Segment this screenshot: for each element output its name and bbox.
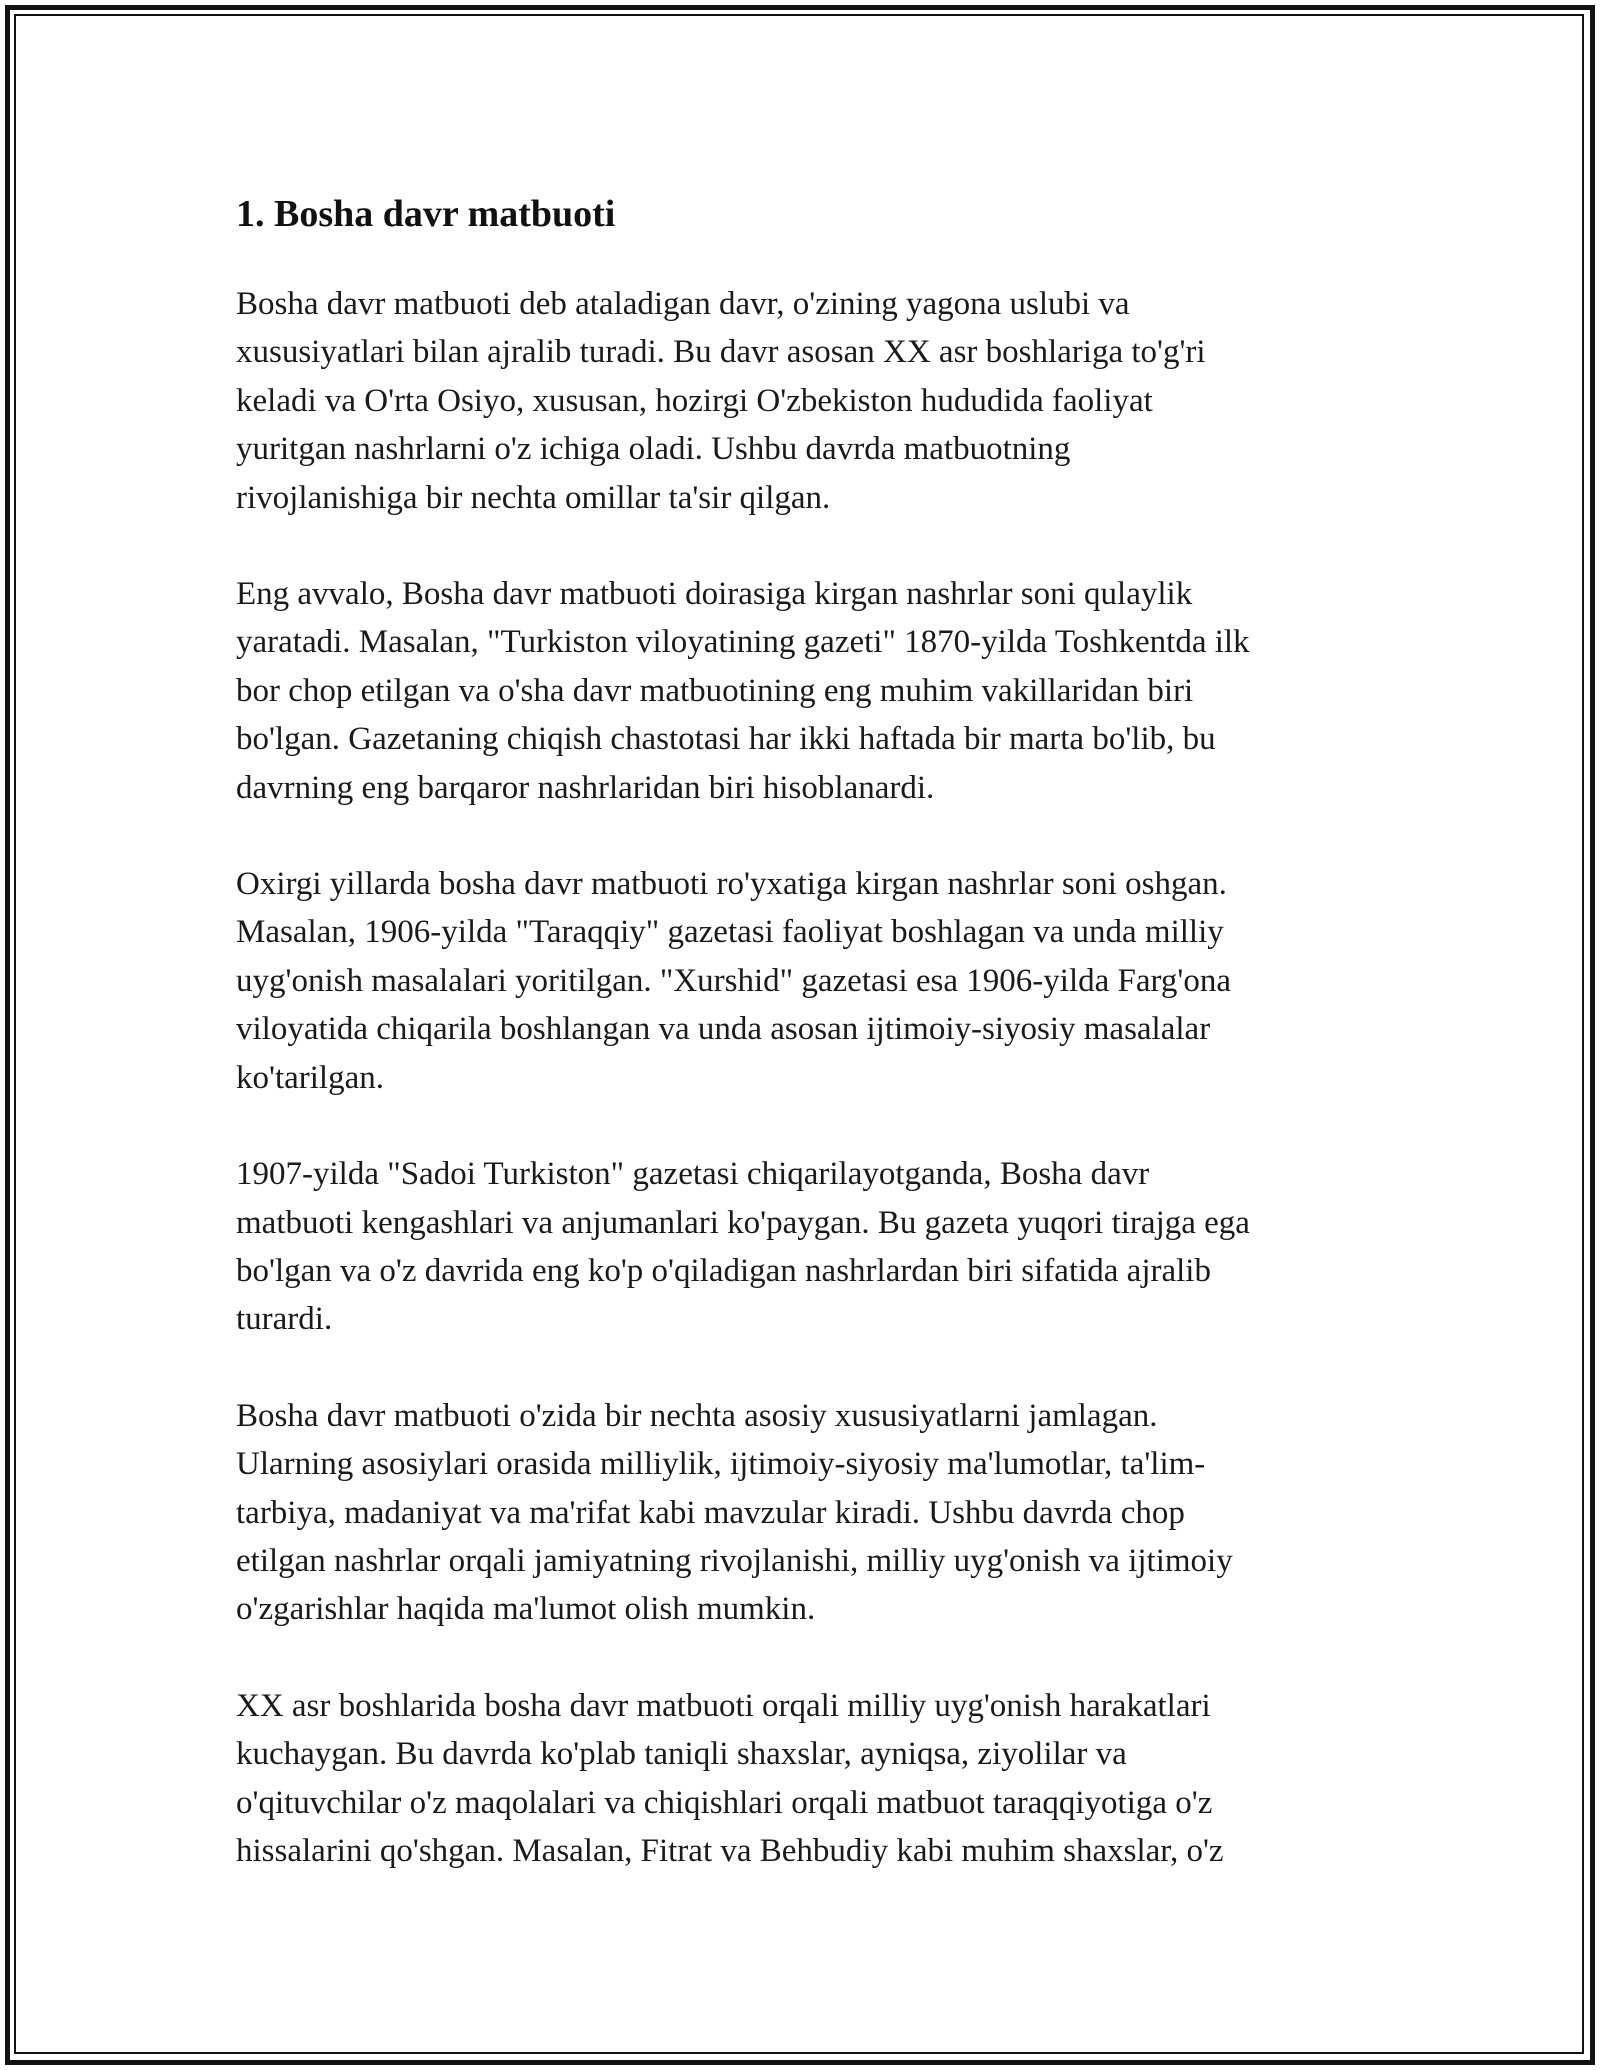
section-heading: 1. Bosha davr matbuoti <box>236 193 616 235</box>
paragraph: Bosha davr matbuoti o'zida bir nechta asosiy xususiyatlarni jamlagan. Ularning asosiylari orasida milliylik, ijtimoiy-siyosiy ma'lumotlar, ta'lim- tarbiya, madaniyat va ma'rifat kabi mavzular kiradi. Ushbu davrda chop etilgan nashrlar orqali jamiyatning rivojlanishi, milliy uyg'onish va ijtimoiy o'zgarishlar haqida ma'lumot olish mumkin. <box>236 1397 1233 1628</box>
paragraph: XX asr boshlarida bosha davr matbuoti orqali milliy uyg'onish harakatlari kuchaygan. Bu davrda ko'plab taniqli shaxslar, ayniqsa, ziyolilar va o'qituvchilar o'z maqolalari va chiqishlari orqali matbuot taraqqiyotiga o'z hissalarini qo'shgan. Masalan, Fitrat va Behbudiy kabi muhim shaxslar, o'z <box>236 1687 1224 1869</box>
document-body <box>236 280 1386 1875</box>
paragraph: Eng avvalo, Bosha davr matbuoti doirasiga kirgan nashrlar soni qulaylik yaratadi. Masalan, "Turkiston viloyatining gazeti" 1870-yilda Toshkentda ilk bor chop etilgan va o'sha davr matbuotining eng muhim vakillaridan biri bo'lgan. Gazetaning chiqish chastotasi har ikki haftada bir marta bo'lib, bu davrning eng barqaror nashrlaridan biri hisoblanardi. <box>236 576 1250 806</box>
paragraph: Oxirgi yillarda bosha davr matbuoti ro'yxatiga kirgan nashrlar soni oshgan. Masalan, 1906-yilda "Taraqqiy" gazetasi faoliyat boshlagan va unda milliy uyg'onish masalalari yoritilgan. "Xurshid" gazetasi esa 1906-yilda Farg'ona viloyatida chiqarila boshlangan va unda asosan ijtimoiy-siyosiy masalalar ko'tarilgan. <box>236 866 1231 1096</box>
document-page <box>236 186 1386 1923</box>
paragraph: 1907-yilda "Sadoi Turkiston" gazetasi chiqarilayotganda, Bosha davr matbuoti kengashlari va anjumanlari ko'paygan. Bu gazeta yuqori tirajga ega bo'lgan va o'z davrida eng ko'p o'qiladigan nashrlardan biri sifatida ajralib turardi. <box>236 1156 1250 1338</box>
paragraph: Bosha davr matbuoti deb ataladigan davr, o'zining yagona uslubi va xususiyatlari bilan ajralib turadi. Bu davr asosan XX asr boshlariga to'g'ri keladi va O'rta Osiyo, xususan, hozirgi O'zbekiston hududida faoliyat yuritgan nashrlarni o'z ichiga oladi. Ushbu davrda matbuotning rivojlanishiga bir nechta omillar ta'sir qilgan. <box>236 286 1206 516</box>
